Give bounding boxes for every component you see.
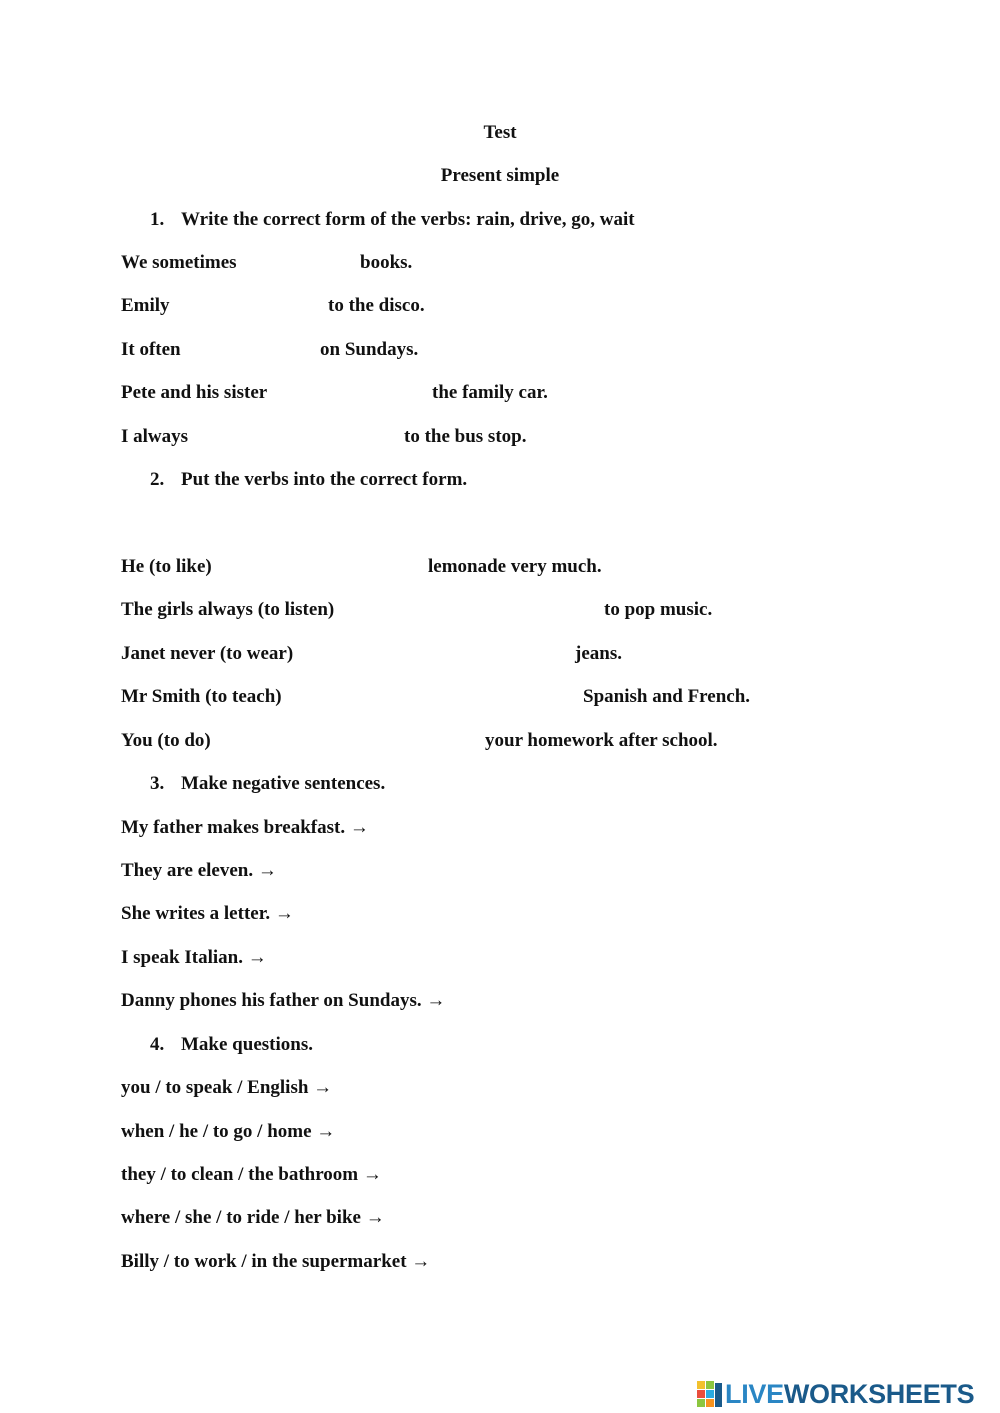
section-2-heading (150, 469, 467, 491)
section-number: 2. (150, 469, 165, 490)
answer-blank[interactable] (352, 1077, 852, 1099)
sentence-start: Pete and his sister (121, 382, 268, 403)
section-number: 4. (150, 1034, 165, 1055)
section-instruction: Make negative sentences. (181, 773, 386, 794)
logo-text-live: LIVE (725, 1379, 784, 1409)
sentence-end: to the disco. (328, 295, 425, 316)
answer-blank[interactable] (310, 643, 570, 665)
prompt-text: My father makes breakfast. → (121, 817, 369, 838)
sentence-start: I always (121, 426, 189, 447)
sentence-start: It often (121, 339, 181, 360)
sentence-start: He (to like) (121, 556, 212, 577)
prompt-text: you / to speak / English → (121, 1077, 333, 1098)
sentence-start: Emily (121, 295, 170, 316)
sentence-start: We sometimes (121, 252, 237, 273)
answer-blank[interactable] (225, 730, 479, 752)
prompt-text: they / to clean / the bathroom → (121, 1164, 382, 1185)
answer-blank[interactable] (312, 903, 852, 925)
prompt-text: Billy / to work / in the supermarket → (121, 1251, 431, 1272)
sentence-end: to the bus stop. (404, 426, 527, 447)
sentence-start: Mr Smith (to teach) (121, 686, 282, 707)
section-3-heading (150, 773, 385, 795)
liveworksheets-logo (697, 1381, 974, 1407)
answer-blank[interactable] (408, 1207, 868, 1229)
prompt-text: They are eleven. → (121, 860, 277, 881)
sentence-end: Spanish and French. (583, 686, 751, 707)
answer-blank[interactable] (404, 1164, 864, 1186)
answer-blank[interactable] (356, 1121, 856, 1143)
sentence-end: the family car. (432, 382, 548, 403)
worksheet-title: Test (483, 122, 517, 143)
section-instruction: Write the correct form of the verbs: rain, drive, go, wait (181, 209, 635, 230)
sentence-end: on Sundays. (320, 339, 419, 360)
answer-blank[interactable] (472, 990, 872, 1012)
section-number: 1. (150, 209, 165, 230)
answer-blank[interactable] (282, 382, 427, 404)
prompt-text: where / she / to ride / her bike → (121, 1207, 385, 1228)
sentence-end: books. (360, 252, 413, 273)
logo-text-worksheets: WORKSHEETS (783, 1379, 975, 1409)
answer-blank[interactable] (392, 817, 862, 839)
section-1-heading (150, 209, 635, 231)
answer-blank[interactable] (180, 295, 323, 317)
sentence-end: jeans. (575, 643, 622, 664)
answer-blank[interactable] (190, 339, 315, 361)
sentence-end: to pop music. (604, 599, 713, 620)
answer-blank[interactable] (224, 556, 422, 578)
answer-blank[interactable] (250, 252, 355, 274)
prompt-text: when / he / to go / home → (121, 1121, 336, 1142)
answer-blank[interactable] (298, 686, 578, 708)
prompt-text: I speak Italian. → (121, 947, 267, 968)
answer-blank[interactable] (352, 599, 598, 621)
prompt-text: Danny phones his father on Sundays. → (121, 990, 446, 1011)
answer-blank[interactable] (294, 860, 854, 882)
sentence-start: Janet never (to wear) (121, 643, 294, 664)
worksheet-subtitle: Present simple (440, 165, 560, 186)
sentence-start: The girls always (to listen) (121, 599, 335, 620)
answer-blank[interactable] (456, 1251, 876, 1273)
answer-blank[interactable] (198, 426, 398, 448)
section-instruction: Make questions. (181, 1034, 313, 1055)
section-number: 3. (150, 773, 165, 794)
sentence-end: your homework after school. (485, 730, 718, 751)
sentence-start: You (to do) (121, 730, 211, 751)
sentence-end: lemonade very much. (428, 556, 602, 577)
section-4-heading (150, 1034, 313, 1056)
section-instruction: Put the verbs into the correct form. (181, 469, 468, 490)
answer-blank[interactable] (282, 947, 852, 969)
liveworksheets-logo-icon (697, 1381, 723, 1407)
prompt-text: She writes a letter. → (121, 903, 294, 924)
